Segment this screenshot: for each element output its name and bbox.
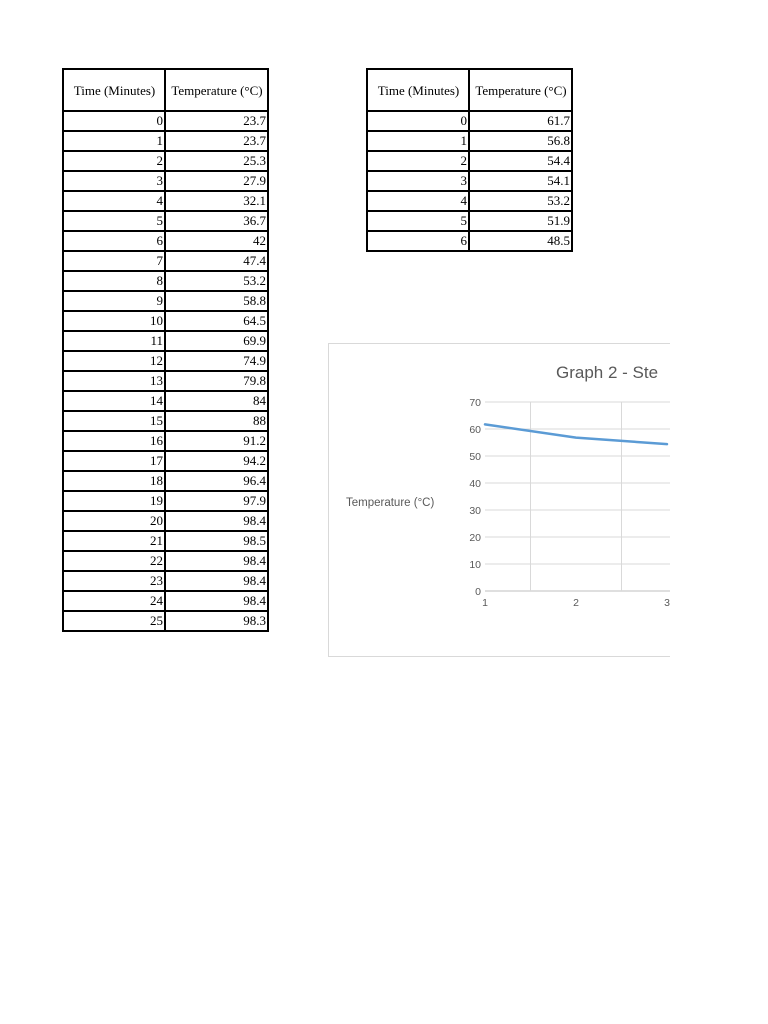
time-cell: 4	[63, 191, 165, 211]
table-row	[63, 591, 268, 611]
temperature-cell: 27.9	[165, 171, 268, 191]
x-tick-label: 2	[573, 597, 579, 609]
y-tick-label: 50	[469, 451, 481, 463]
time-cell: 19	[63, 491, 165, 511]
table-row	[63, 571, 268, 591]
temperature-cell: 61.7	[469, 111, 572, 131]
table-body	[63, 111, 268, 631]
table-header	[367, 69, 572, 111]
table-row	[63, 131, 268, 151]
temperature-cell: 51.9	[469, 211, 572, 231]
temperature-column-header: Temperature (°C)	[165, 69, 268, 111]
temperature-cell: 64.5	[165, 311, 268, 331]
temperature-cell: 98.3	[165, 611, 268, 631]
cooling-data-table	[366, 68, 573, 252]
time-cell: 13	[63, 371, 165, 391]
time-cell: 0	[367, 111, 469, 131]
table-row	[63, 231, 268, 251]
time-cell: 10	[63, 311, 165, 331]
temperature-cell: 94.2	[165, 451, 268, 471]
time-cell: 25	[63, 611, 165, 631]
chart-series	[485, 424, 667, 444]
y-tick-label: 30	[469, 505, 481, 517]
table-row	[367, 231, 572, 251]
time-cell: 17	[63, 451, 165, 471]
temperature-cell: 23.7	[165, 111, 268, 131]
y-tick-label: 0	[475, 586, 481, 598]
time-cell: 8	[63, 271, 165, 291]
temperature-cell: 32.1	[165, 191, 268, 211]
temperature-cell: 98.5	[165, 531, 268, 551]
time-cell: 4	[367, 191, 469, 211]
table-row	[63, 211, 268, 231]
table-row	[367, 171, 572, 191]
time-cell: 23	[63, 571, 165, 591]
time-cell: 18	[63, 471, 165, 491]
table-row	[63, 371, 268, 391]
time-cell: 12	[63, 351, 165, 371]
table-row	[63, 171, 268, 191]
temperature-cell: 96.4	[165, 471, 268, 491]
table-row	[63, 311, 268, 331]
table-row	[63, 191, 268, 211]
time-cell: 9	[63, 291, 165, 311]
temperature-cell: 84	[165, 391, 268, 411]
time-cell: 11	[63, 331, 165, 351]
time-cell: 5	[63, 211, 165, 231]
heating-data-table	[62, 68, 269, 632]
temperature-cell: 48.5	[469, 231, 572, 251]
time-cell: 3	[63, 171, 165, 191]
temperature-cell: 36.7	[165, 211, 268, 231]
time-cell: 7	[63, 251, 165, 271]
temperature-cell: 97.9	[165, 491, 268, 511]
time-cell: 6	[63, 231, 165, 251]
temperature-cell: 98.4	[165, 551, 268, 571]
time-cell: 2	[63, 151, 165, 171]
time-cell: 15	[63, 411, 165, 431]
table-row	[63, 611, 268, 631]
graph-2-chart	[328, 343, 670, 657]
table-header	[63, 69, 268, 111]
time-cell: 22	[63, 551, 165, 571]
time-cell: 3	[367, 171, 469, 191]
y-tick-label: 70	[469, 397, 481, 409]
temperature-cell: 25.3	[165, 151, 268, 171]
temperature-cell: 79.8	[165, 371, 268, 391]
temperature-cell: 69.9	[165, 331, 268, 351]
table-row	[367, 211, 572, 231]
x-axis-ticks	[482, 597, 670, 609]
table-row	[63, 351, 268, 371]
table-row	[367, 131, 572, 151]
temperature-cell: 54.1	[469, 171, 572, 191]
chart-svg	[329, 344, 670, 656]
temperature-cell: 98.4	[165, 591, 268, 611]
time-cell: 2	[367, 151, 469, 171]
temperature-cell: 98.4	[165, 571, 268, 591]
x-tick-label: 3	[664, 597, 670, 609]
temperature-cell: 58.8	[165, 291, 268, 311]
temperature-cell: 23.7	[165, 131, 268, 151]
y-tick-label: 60	[469, 424, 481, 436]
temperature-cell: 91.2	[165, 431, 268, 451]
chart-gridlines	[485, 402, 670, 591]
y-tick-label: 10	[469, 559, 481, 571]
temperature-cell: 42	[165, 231, 268, 251]
table-row	[367, 191, 572, 211]
table-row	[63, 111, 268, 131]
temperature-cell: 54.4	[469, 151, 572, 171]
table-row	[63, 391, 268, 411]
table-row	[63, 291, 268, 311]
table-row	[63, 151, 268, 171]
table-row	[63, 491, 268, 511]
temperature-cell: 98.4	[165, 511, 268, 531]
time-cell: 21	[63, 531, 165, 551]
temperature-cell: 47.4	[165, 251, 268, 271]
temperature-cell: 53.2	[165, 271, 268, 291]
y-tick-label: 40	[469, 478, 481, 490]
table-row	[63, 411, 268, 431]
time-cell: 0	[63, 111, 165, 131]
table-row	[63, 471, 268, 491]
temperature-cell: 88	[165, 411, 268, 431]
time-column-header: Time (Minutes)	[367, 69, 469, 111]
time-cell: 20	[63, 511, 165, 531]
x-tick-label: 1	[482, 597, 488, 609]
temperature-cell: 53.2	[469, 191, 572, 211]
temperature-column-header: Temperature (°C)	[469, 69, 572, 111]
time-cell: 6	[367, 231, 469, 251]
table-row	[63, 431, 268, 451]
y-axis-label: Temperature (°C)	[346, 497, 435, 509]
time-cell: 24	[63, 591, 165, 611]
chart-title: Graph 2 - Ste	[556, 363, 659, 382]
temperature-cell: 56.8	[469, 131, 572, 151]
table-row	[63, 331, 268, 351]
time-column-header: Time (Minutes)	[63, 69, 165, 111]
table-row	[63, 271, 268, 291]
table-row	[367, 151, 572, 171]
y-axis-ticks	[469, 397, 481, 598]
temperature-cell: 74.9	[165, 351, 268, 371]
time-cell: 16	[63, 431, 165, 451]
time-cell: 1	[63, 131, 165, 151]
table-row	[63, 451, 268, 471]
time-cell: 1	[367, 131, 469, 151]
table-row	[63, 531, 268, 551]
time-cell: 14	[63, 391, 165, 411]
table-row	[63, 511, 268, 531]
table-row	[63, 251, 268, 271]
table-row	[367, 111, 572, 131]
table-body	[367, 111, 572, 251]
time-cell: 5	[367, 211, 469, 231]
table-row	[63, 551, 268, 571]
y-tick-label: 20	[469, 532, 481, 544]
temperature-series-line	[485, 424, 667, 444]
